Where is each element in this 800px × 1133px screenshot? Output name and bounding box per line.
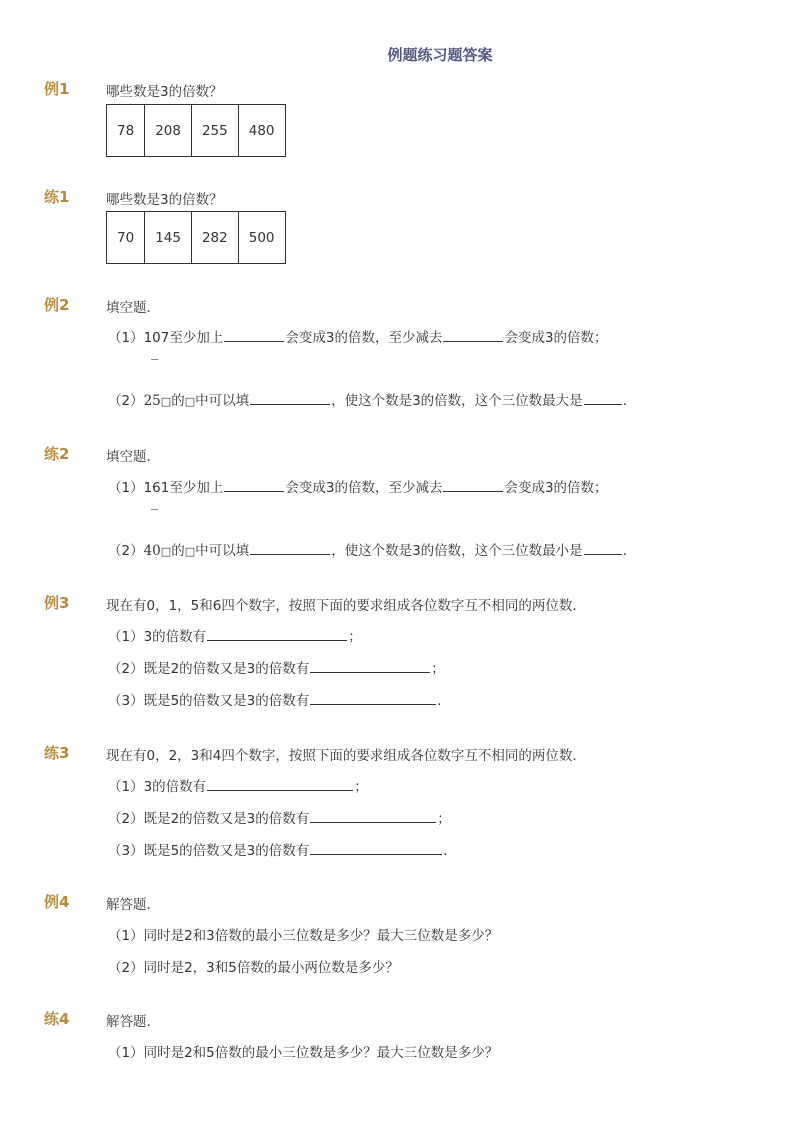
sub-text: （3）既是5的倍数又是3的倍数有 [108,843,310,859]
example-2-sub-1 [108,326,608,346]
number-text: 40 [143,543,161,559]
number-cell: 255 [191,105,238,157]
sub-text: ； [354,779,368,795]
sub-text: 的 [171,543,185,559]
sub-text: 会变成3的倍数，至少减去 [285,480,443,496]
example-3-sub-2 [108,657,445,677]
answer-blank[interactable] [250,390,330,405]
practice-4-question: 解答题． [106,1014,160,1030]
sub-text: 的 [171,393,185,409]
sub-text: 会变成3的倍数，至少减去 [285,330,443,346]
answer-blank[interactable] [224,327,284,342]
box-symbol: □ [184,395,196,408]
number-cell: 480 [238,105,285,157]
answer-blank[interactable] [310,840,442,855]
practice-4-label: 练4 [44,1010,70,1028]
answer-blank[interactable] [310,690,436,705]
sub-text: ，使这个数是3的倍数，这个三位数最小是 [331,543,583,559]
sub-text: 会变成3的倍数； [504,330,608,346]
number-text: 25 [143,393,161,409]
sub-text: （1）161至少加上 [108,480,224,496]
sub-text: （3）既是5的倍数又是3的倍数有 [108,693,310,709]
sub-text: （2） [108,543,144,559]
number-cell: 70 [107,212,145,264]
practice-3-sub-3 [108,839,457,859]
example-1-number-table [106,104,286,157]
number-cell: 208 [145,105,192,157]
answer-blank[interactable] [250,540,330,555]
sub-text: ． [443,843,457,859]
example-2-sub-2 [108,389,636,409]
number-cell: 282 [191,212,238,264]
practice-2-question: 填空题． [106,449,160,465]
page-title: 例题练习题答案 [387,46,493,64]
example-3-sub-1 [108,625,362,645]
sub-text: （1）3的倍数有 [108,779,207,795]
example-3-question: 现在有0，1，5和6四个数字，按照下面的要求组成各位数字互不相同的两位数． [106,598,586,614]
number-cell: 78 [107,105,145,157]
dash-mark [151,359,158,360]
example-1-label: 例1 [44,80,70,98]
sub-text: （2） [108,393,144,409]
sub-text: 会变成3的倍数； [504,480,608,496]
practice-2-sub-2 [108,539,636,559]
sub-text: 中可以填 [195,393,250,409]
practice-3-sub-2 [108,807,451,827]
dash-mark [151,509,158,510]
example-3-label: 例3 [44,594,70,612]
sub-text: （1）3的倍数有 [108,629,207,645]
example-2-label: 例2 [44,296,70,314]
answer-blank[interactable] [443,477,503,492]
box-symbol: □ [160,545,172,558]
sub-text: ； [348,629,362,645]
practice-3-question: 现在有0，2，3和4四个数字，按照下面的要求组成各位数字互不相同的两位数． [106,748,586,764]
example-4-label: 例4 [44,893,70,911]
example-3-sub-3 [108,689,451,709]
sub-text: ； [431,661,445,677]
answer-blank[interactable] [584,540,622,555]
answer-blank[interactable] [224,477,284,492]
answer-blank[interactable] [310,808,436,823]
sub-text: ，使这个数是3的倍数，这个三位数最大是 [331,393,583,409]
example-2-question: 填空题． [106,300,160,316]
sub-text: ． [622,393,637,409]
sub-text: ； [437,811,451,827]
practice-2-sub-1 [108,476,608,496]
box-symbol: □ [160,395,172,408]
number-cell: 500 [238,212,285,264]
practice-3-sub-1 [108,775,368,795]
answer-blank[interactable] [310,658,430,673]
sub-text: （2）既是2的倍数又是3的倍数有 [108,811,310,827]
practice-1-label: 练1 [44,188,70,206]
sub-text: ． [622,543,637,559]
example-4-question: 解答题． [106,897,160,913]
answer-blank[interactable] [584,390,622,405]
box-symbol: □ [184,545,196,558]
example-4-sub-1: （1）同时是2和3倍数的最小三位数是多少？最大三位数是多少？ [108,928,499,944]
practice-1-question: 哪些数是3的倍数？ [106,192,223,208]
practice-2-label: 练2 [44,445,70,463]
answer-blank[interactable] [443,327,503,342]
answer-blank[interactable] [207,626,347,641]
practice-3-label: 练3 [44,744,70,762]
practice-4-sub-1: （1）同时是2和5倍数的最小三位数是多少？最大三位数是多少？ [108,1045,499,1061]
answer-blank[interactable] [207,776,353,791]
sub-text: （1）107至少加上 [108,330,224,346]
sub-text: （2）既是2的倍数又是3的倍数有 [108,661,310,677]
example-4-sub-2: （2）同时是2，3和5倍数的最小两位数是多少？ [108,960,399,976]
sub-text: 中可以填 [195,543,250,559]
number-cell: 145 [145,212,192,264]
example-1-question: 哪些数是3的倍数？ [106,84,223,100]
sub-text: ． [437,693,451,709]
practice-1-number-table [106,211,286,264]
